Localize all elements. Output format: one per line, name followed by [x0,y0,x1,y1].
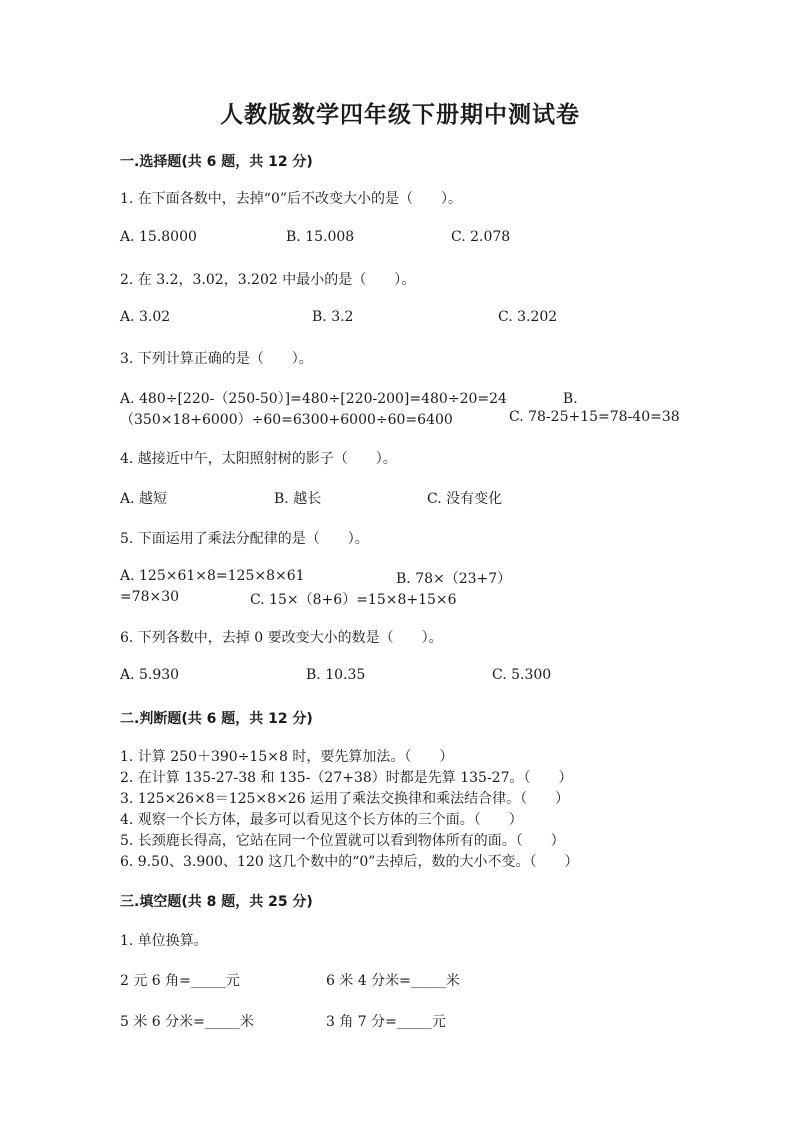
section-heading-true-false: 二.判断题(共 6 题，共 12 分) [120,711,313,727]
judgement-item: 6. 9.50、3.900、120 这几个数中的“0”去掉后，数的大小不变。（ ） [120,854,579,870]
question-stem: 6. 下列各数中，去掉 0 要改变大小的数是（ ）。 [120,630,443,646]
judgement-item: 1. 计算 250＋390÷15×8 时，要先算加法。（ ） [120,749,454,765]
question-option-line: A. 480÷[220-（250-50）]=480÷[220-200]=480÷20=24 B. [120,391,578,407]
question-stem: 5. 下面运用了乘法分配律的是（ ）。 [120,531,369,547]
question-option: B. 3.2 [312,309,354,325]
fill-blank-item: 2 元 6 角=_____元 [120,973,240,989]
question-stem: 1. 单位换算。 [120,933,208,949]
question-stem: 4. 越接近中午，太阳照射树的影子（ ）。 [120,451,397,467]
question-option: C. 没有变化 [427,491,503,507]
question-option-line: A. 125×61×8=125×8×61 [120,568,305,584]
question-option-line: =78×30 [120,589,180,605]
question-option-line: C. 15×（8+6）=15×8+15×6 [250,592,457,608]
question-option: B. 10.35 [306,667,366,683]
question-stem: 2. 在 3.2，3.02，3.202 中最小的是（ ）。 [120,272,416,288]
question-option-line: （350×18+6000）÷60=6300+6000÷60=6400 [120,412,453,428]
question-stem: 1. 在下面各数中，去掉“0”后不改变大小的是（ ）。 [120,191,463,207]
section-heading-choice: 一.选择题(共 6 题，共 12 分) [120,154,313,170]
question-option: B. 15.008 [286,229,355,245]
question-stem: 3. 下列计算正确的是（ ）。 [120,351,313,367]
fill-blank-item: 3 角 7 分=_____元 [326,1014,446,1030]
question-option: A. 3.02 [120,309,171,325]
question-option: A. 越短 [120,491,168,507]
question-option-line: C. 78-25+15=78-40=38 [509,409,680,425]
question-option: B. 越长 [274,491,322,507]
question-option: A. 5.930 [120,667,180,683]
question-option: C. 5.300 [492,667,552,683]
fill-blank-item: 5 米 6 分米=_____米 [120,1014,254,1030]
question-option: C. 3.202 [498,309,558,325]
question-option-line: B. 78×（23+7） [396,571,512,587]
section-heading-fill-in: 三.填空题(共 8 题，共 25 分) [120,894,313,910]
page-title: 人教版数学四年级下册期中测试卷 [220,102,580,128]
question-option: A. 15.8000 [120,229,197,245]
fill-blank-item: 6 米 4 分米=_____米 [326,973,460,989]
question-option: C. 2.078 [451,229,511,245]
judgement-item: 3. 125×26×8＝125×8×26 运用了乘法交换律和乘法结合律。（ ） [120,791,570,807]
judgement-item: 5. 长颈鹿长得高，它站在同一个位置就可以看到物体所有的面。（ ） [120,833,565,849]
judgement-item: 2. 在计算 135-27-38 和 135-（27+38）时都是先算 135-27。（ ） [120,770,573,786]
judgement-item: 4. 观察一个长方体，最多可以看见这个长方体的三个面。（ ） [120,812,523,828]
